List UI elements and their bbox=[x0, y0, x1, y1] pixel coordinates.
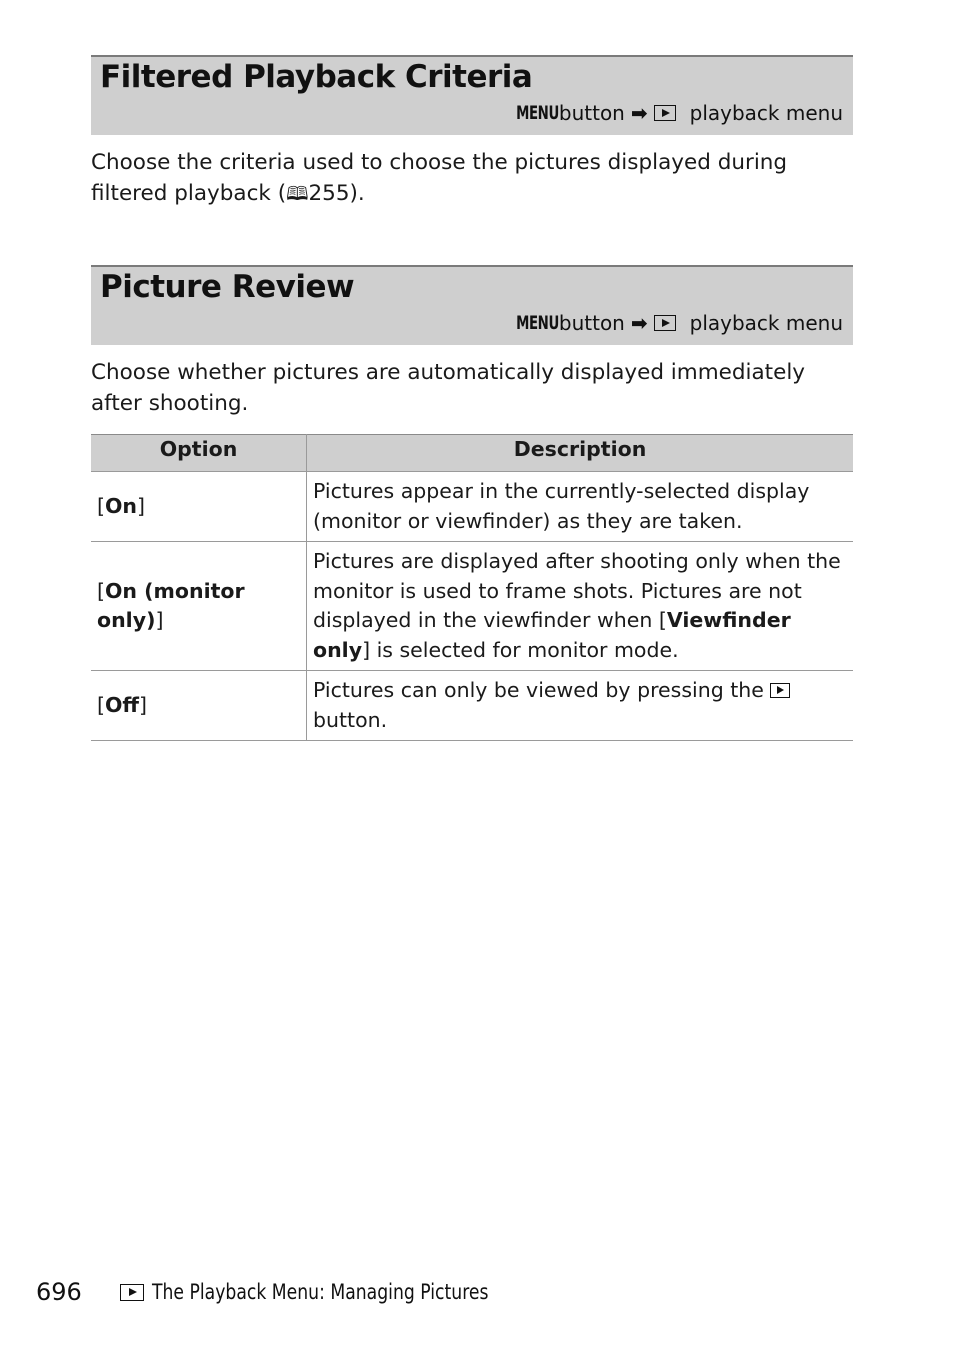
menu-button-word: button bbox=[558, 101, 625, 125]
page-footer bbox=[36, 1278, 562, 1306]
menu-path bbox=[504, 311, 843, 335]
footer-chapter-title: The Playback Menu: Managing Pictures bbox=[151, 1280, 489, 1304]
page-reference[interactable]: 255 bbox=[308, 181, 350, 206]
playback-icon bbox=[654, 105, 676, 121]
menu-path bbox=[504, 101, 843, 125]
description-cell bbox=[307, 671, 854, 741]
table-header-option: Option bbox=[91, 435, 307, 472]
section-title: Filtered Playback Criteria bbox=[100, 59, 533, 95]
options-table bbox=[91, 434, 853, 741]
description-cell bbox=[307, 542, 854, 671]
option-cell: [On (monitor only)] bbox=[91, 542, 307, 671]
body-text-end: ). bbox=[349, 181, 365, 206]
option-name: On (monitor only) bbox=[97, 578, 245, 632]
arrow-right-icon: ➡ bbox=[630, 101, 648, 125]
option-name: Off bbox=[105, 692, 140, 717]
description-text-end: button. bbox=[313, 707, 388, 732]
description-text: Pictures are displayed after shooting only when the monitor is used to frame shots. Pictures are not displayed in the viewfinder when [ bbox=[313, 549, 841, 632]
option-name: On bbox=[105, 493, 138, 518]
menu-name: playback menu bbox=[689, 311, 843, 335]
menu-button-word: button bbox=[558, 311, 625, 335]
description-cell: Pictures appear in the currently-selected display (monitor or viewfinder) as they are taken. bbox=[307, 472, 854, 542]
table-row bbox=[91, 671, 853, 741]
menu-name: playback menu bbox=[689, 101, 843, 125]
description-bold: Viewfinder only bbox=[313, 608, 791, 662]
description-text: Pictures can only be viewed by pressing the bbox=[313, 678, 771, 702]
body-text: Choose the criteria used to choose the pictures displayed during filtered playback ( bbox=[91, 150, 788, 206]
table-header-description: Description bbox=[307, 435, 854, 472]
arrow-right-icon: ➡ bbox=[630, 311, 648, 335]
playback-icon bbox=[654, 315, 676, 331]
playback-icon bbox=[770, 683, 790, 698]
section-title: Picture Review bbox=[100, 269, 355, 305]
playback-icon bbox=[120, 1284, 144, 1301]
book-icon: 🕮 bbox=[286, 183, 309, 205]
section-body-filtered-playback bbox=[91, 147, 861, 210]
section-header-picture-review bbox=[91, 265, 853, 345]
menu-key: MENU bbox=[516, 312, 559, 334]
option-cell: [Off] bbox=[91, 671, 307, 741]
section-header-filtered-playback bbox=[91, 55, 853, 135]
table-row bbox=[91, 542, 853, 671]
menu-key: MENU bbox=[516, 102, 559, 124]
table-row bbox=[91, 472, 853, 542]
table-header-row bbox=[91, 435, 853, 472]
section-body-picture-review: Choose whether pictures are automatically displayed immediately after shooting. bbox=[91, 360, 806, 416]
page-number: 696 bbox=[36, 1278, 82, 1306]
description-text-end: ] is selected for monitor mode. bbox=[362, 637, 679, 662]
option-cell: [On] bbox=[91, 472, 307, 542]
